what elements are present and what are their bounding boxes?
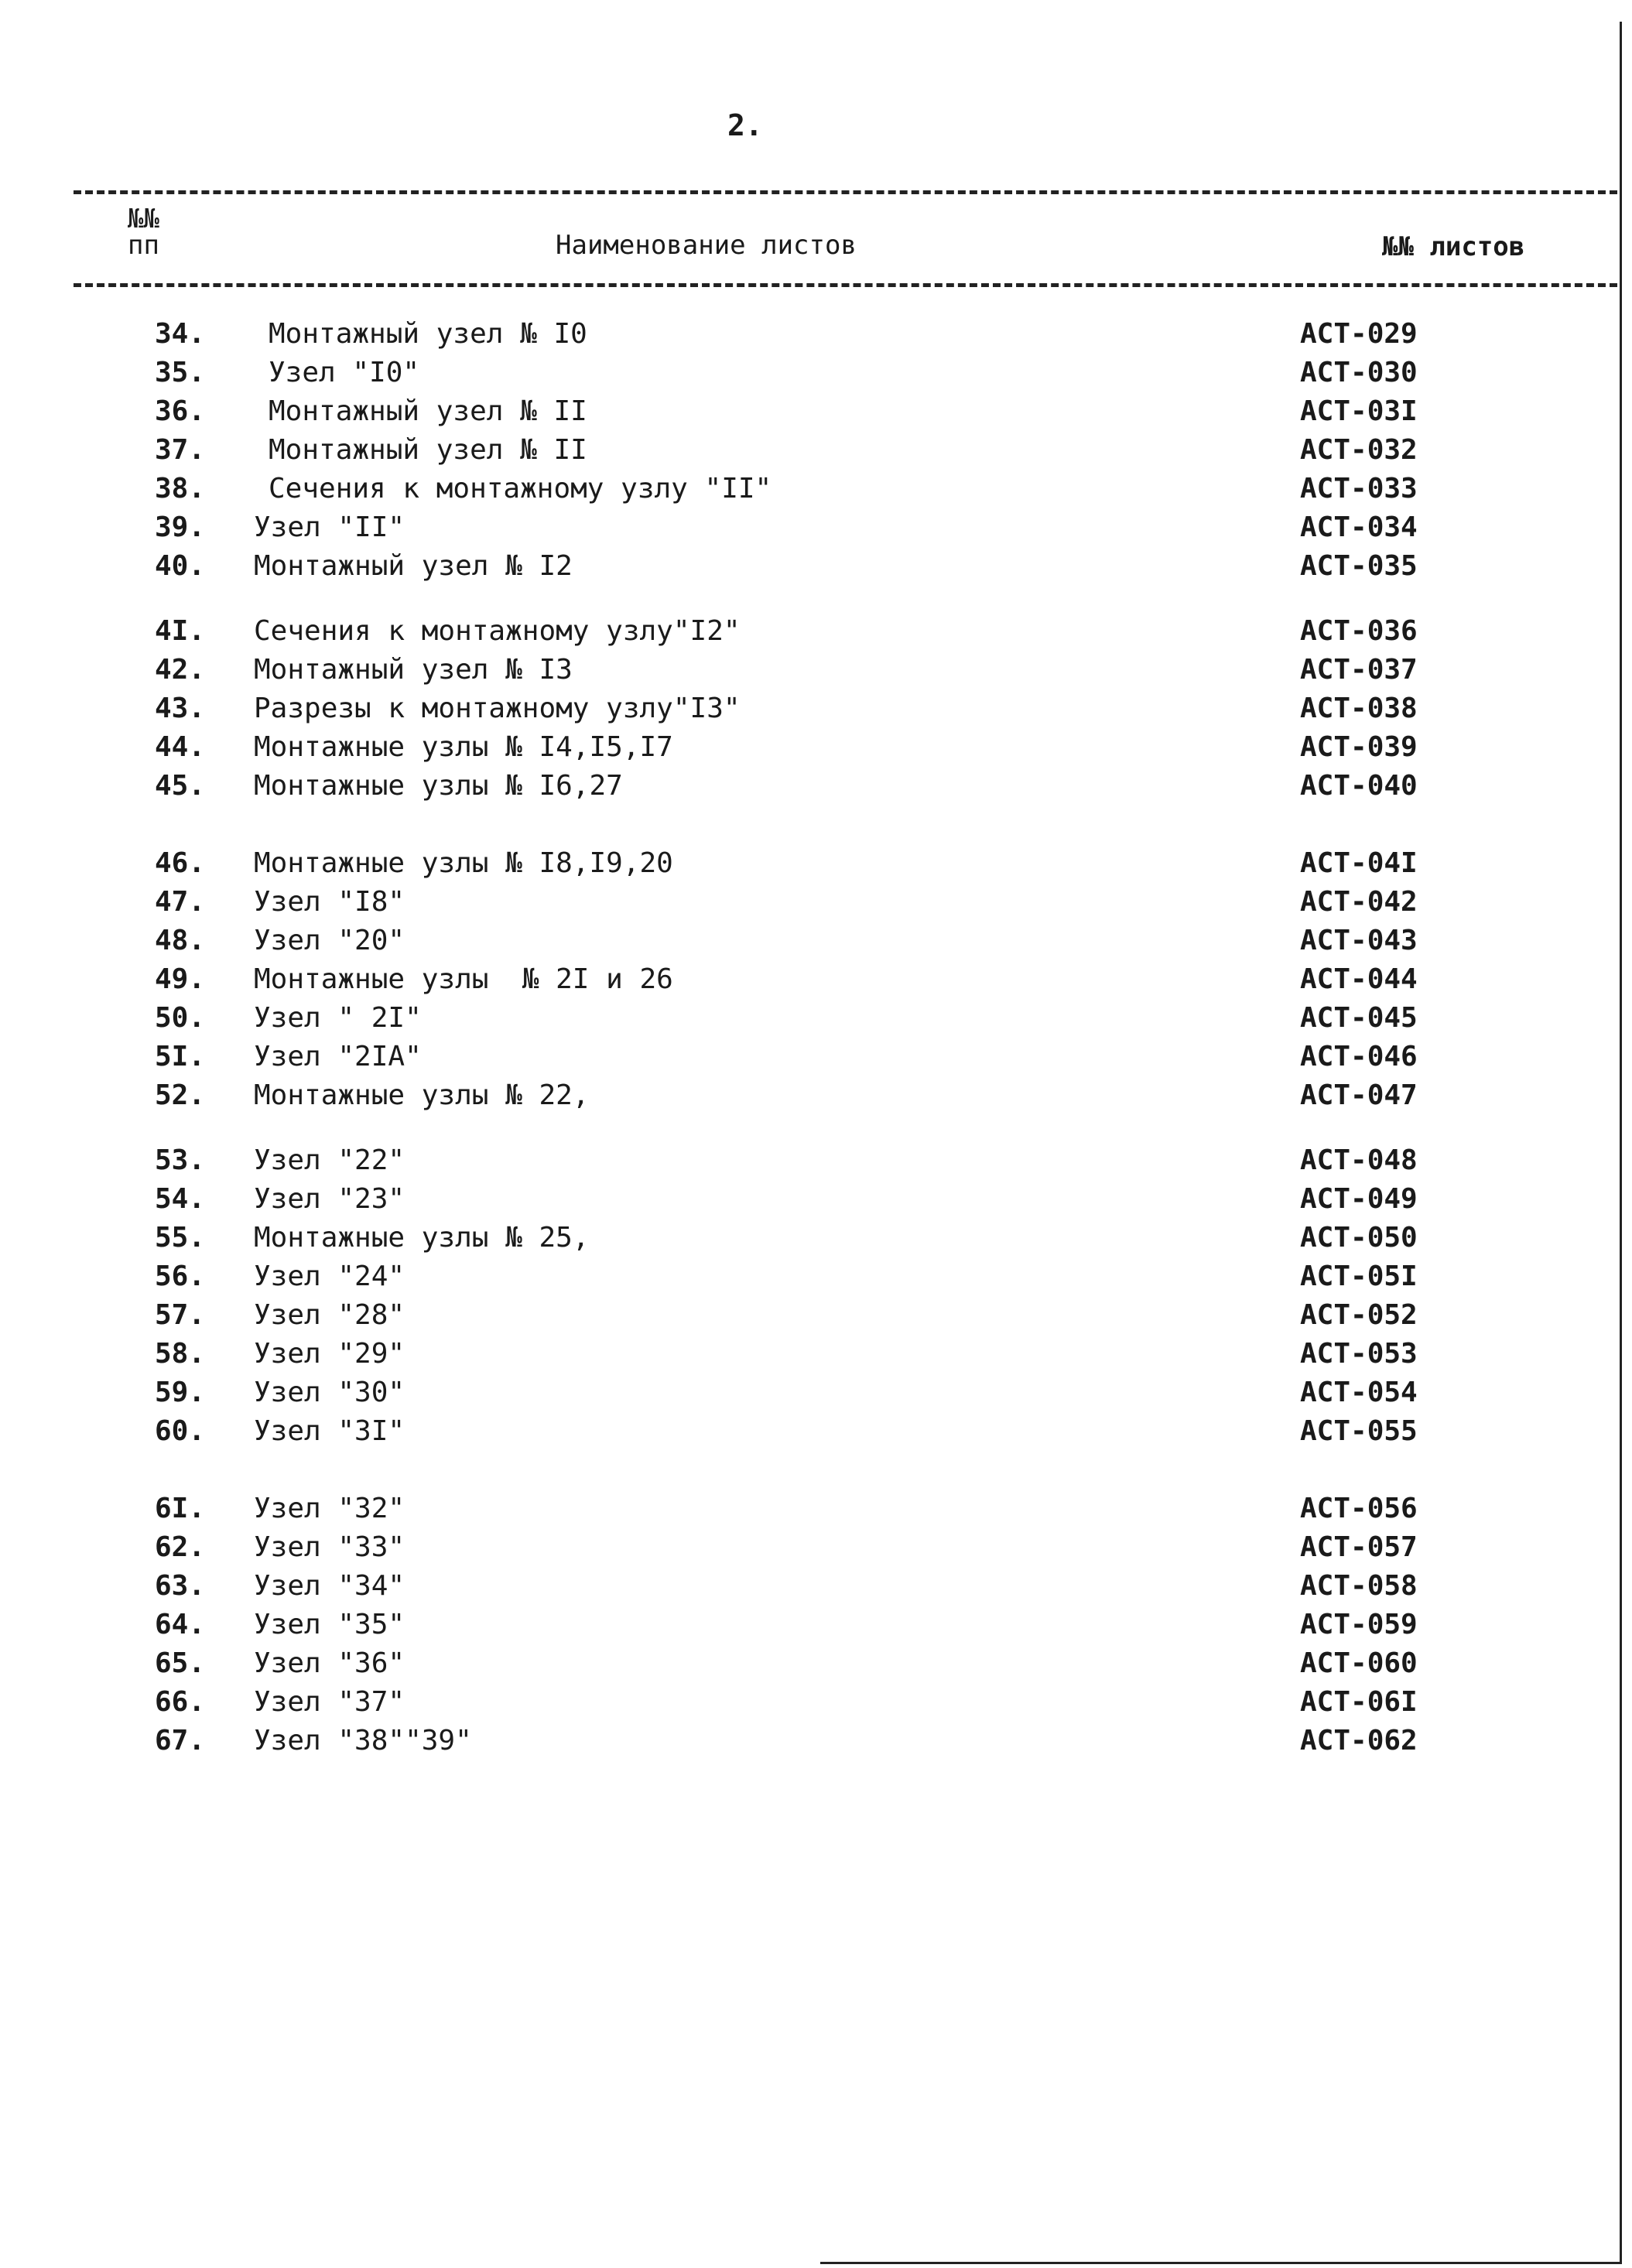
sheet-name: Монтажный узел № I3 [254,654,573,686]
sheet-name: Узел "2IА" [254,1041,422,1072]
sheet-code: АСТ-045 [1300,1002,1418,1034]
table-row [0,354,1620,392]
table-row [0,1142,1620,1179]
table-row [0,1000,1620,1037]
table-row [0,432,1620,469]
sheet-name: Узел "I8" [254,886,405,918]
sheet-code: АСТ-053 [1300,1338,1418,1370]
table-row [0,922,1620,960]
row-number: 60. [155,1415,206,1447]
sheet-code: АСТ-059 [1300,1609,1418,1640]
sheet-name: Монтажный узел № I2 [254,550,573,582]
sheet-code: АСТ-05I [1300,1261,1418,1292]
table-row [0,1181,1620,1218]
sheet-code: АСТ-06I [1300,1686,1418,1718]
table-row [0,1568,1620,1605]
row-number: 50. [155,1002,206,1034]
sheet-code: АСТ-046 [1300,1041,1418,1072]
row-number: 39. [155,511,206,543]
table-row [0,729,1620,766]
row-number: 57. [155,1299,206,1331]
row-number: 63. [155,1570,206,1602]
table-row [0,613,1620,650]
sheet-name: Монтажные узлы № I8,I9,20 [254,847,673,879]
sheet-code: АСТ-029 [1300,318,1418,350]
sheet-code: АСТ-057 [1300,1531,1418,1563]
table-row [0,690,1620,727]
table-row [0,509,1620,546]
table-row [0,548,1620,585]
row-number: 42. [155,654,206,686]
sheet-name: Монтажные узлы № I4,I5,I7 [254,731,673,763]
sheet-code: АСТ-049 [1300,1183,1418,1215]
row-number: 35. [155,357,206,388]
row-number: 55. [155,1222,206,1254]
sheet-name: Узел "33" [254,1531,405,1563]
sheet-code: АСТ-04I [1300,847,1418,879]
table-row [0,1077,1620,1114]
sheet-code: АСТ-054 [1300,1377,1418,1408]
row-number: 45. [155,770,206,802]
table-row [0,1374,1620,1411]
table-row [0,1606,1620,1644]
sheet-code: АСТ-042 [1300,886,1418,918]
sheet-name: Монтажные узлы № I6,27 [254,770,623,802]
sheet-code: АСТ-050 [1300,1222,1418,1254]
sheet-code: АСТ-038 [1300,693,1418,724]
row-number: 65. [155,1647,206,1679]
sheet-name: Узел "22" [254,1144,405,1176]
sheet-code: АСТ-055 [1300,1415,1418,1447]
row-number: 62. [155,1531,206,1563]
row-number: 56. [155,1261,206,1292]
header-number-column [128,204,159,261]
row-number: 4I. [155,615,206,647]
sheet-name: Узел "28" [254,1299,405,1331]
row-number: 59. [155,1377,206,1408]
row-number: 53. [155,1144,206,1176]
row-number: 6I. [155,1493,206,1524]
table-row [0,470,1620,508]
sheet-code: АСТ-048 [1300,1144,1418,1176]
sheet-code: АСТ-052 [1300,1299,1418,1331]
page-frame-right [1620,22,1622,2262]
header-divider-bottom [74,283,1617,287]
row-number: 67. [155,1725,206,1757]
header-sheet-column: №№ листов [1382,231,1525,262]
sheet-code: АСТ-044 [1300,963,1418,995]
sheet-name: Монтажные узлы № 22, [254,1079,590,1111]
table-row [0,1645,1620,1682]
table-row [0,768,1620,805]
row-number: 34. [155,318,206,350]
sheet-name: Узел "24" [254,1261,405,1292]
header-name-column: Наименование листов [556,230,857,261]
sheet-name: Узел "35" [254,1609,405,1640]
page-number: 2. [727,108,763,142]
table-row [0,961,1620,998]
sheet-name: Узел "34" [254,1570,405,1602]
sheet-code: АСТ-043 [1300,925,1418,956]
row-number: 66. [155,1686,206,1718]
sheet-name: Сечения к монтажному узлу"I2" [254,615,741,647]
table-row [0,1529,1620,1566]
table-row [0,1038,1620,1076]
sheet-code: АСТ-060 [1300,1647,1418,1679]
table-row [0,1490,1620,1527]
row-number: 43. [155,693,206,724]
table-row [0,1297,1620,1334]
header-number-line1: №№ [128,204,159,234]
sheet-name: Монтажный узел № II [269,434,587,466]
sheet-code: АСТ-047 [1300,1079,1418,1111]
sheet-name: Узел "II" [254,511,405,543]
table-row [0,1220,1620,1257]
row-number: 46. [155,847,206,879]
sheet-code: АСТ-036 [1300,615,1418,647]
table-row [0,1336,1620,1373]
table-row [0,1413,1620,1450]
row-number: 47. [155,886,206,918]
sheet-name: Монтажные узлы № 25, [254,1222,590,1254]
row-number: 48. [155,925,206,956]
sheet-code: АСТ-035 [1300,550,1418,582]
table-row [0,884,1620,921]
sheet-name: Сечения к монтажному узлу "II" [269,473,772,505]
sheet-name: Узел "38""39" [254,1725,472,1757]
sheet-code: АСТ-030 [1300,357,1418,388]
sheet-name: Узел "23" [254,1183,405,1215]
sheet-code: АСТ-037 [1300,654,1418,686]
sheet-code: АСТ-056 [1300,1493,1418,1524]
row-number: 37. [155,434,206,466]
sheet-code: АСТ-032 [1300,434,1418,466]
page-frame-bottom [820,2262,1622,2264]
row-number: 36. [155,395,206,427]
sheet-code: АСТ-058 [1300,1570,1418,1602]
row-number: 49. [155,963,206,995]
header-number-line2: пп [128,230,159,261]
table-row [0,393,1620,430]
row-number: 58. [155,1338,206,1370]
sheet-name: Узел " 2I" [254,1002,422,1034]
sheet-name: Узел "29" [254,1338,405,1370]
sheet-code: АСТ-062 [1300,1725,1418,1757]
sheet-code: АСТ-039 [1300,731,1418,763]
sheet-name: Узел "20" [254,925,405,956]
sheet-code: АСТ-03I [1300,395,1418,427]
sheet-code: АСТ-033 [1300,473,1418,505]
table-row [0,845,1620,882]
row-number: 40. [155,550,206,582]
sheet-name: Узел "36" [254,1647,405,1679]
sheet-name: Монтажные узлы № 2I и 26 [254,963,673,995]
sheet-code: АСТ-034 [1300,511,1418,543]
row-number: 54. [155,1183,206,1215]
table-row [0,1722,1620,1760]
header-divider-top [74,190,1617,194]
table-row [0,316,1620,353]
table-row [0,652,1620,689]
row-number: 52. [155,1079,206,1111]
row-number: 38. [155,473,206,505]
row-number: 5I. [155,1041,206,1072]
sheet-name: Узел "32" [254,1493,405,1524]
row-number: 44. [155,731,206,763]
sheet-name: Монтажный узел № I0 [269,318,587,350]
sheet-name: Монтажный узел № II [269,395,587,427]
table-row [0,1258,1620,1295]
sheet-name: Узел "37" [254,1686,405,1718]
sheet-name: Узел "I0" [269,357,420,388]
sheet-code: АСТ-040 [1300,770,1418,802]
sheet-name: Узел "30" [254,1377,405,1408]
sheet-name: Узел "3I" [254,1415,405,1447]
sheet-name: Разрезы к монтажному узлу"I3" [254,693,741,724]
table-row [0,1684,1620,1721]
row-number: 64. [155,1609,206,1640]
